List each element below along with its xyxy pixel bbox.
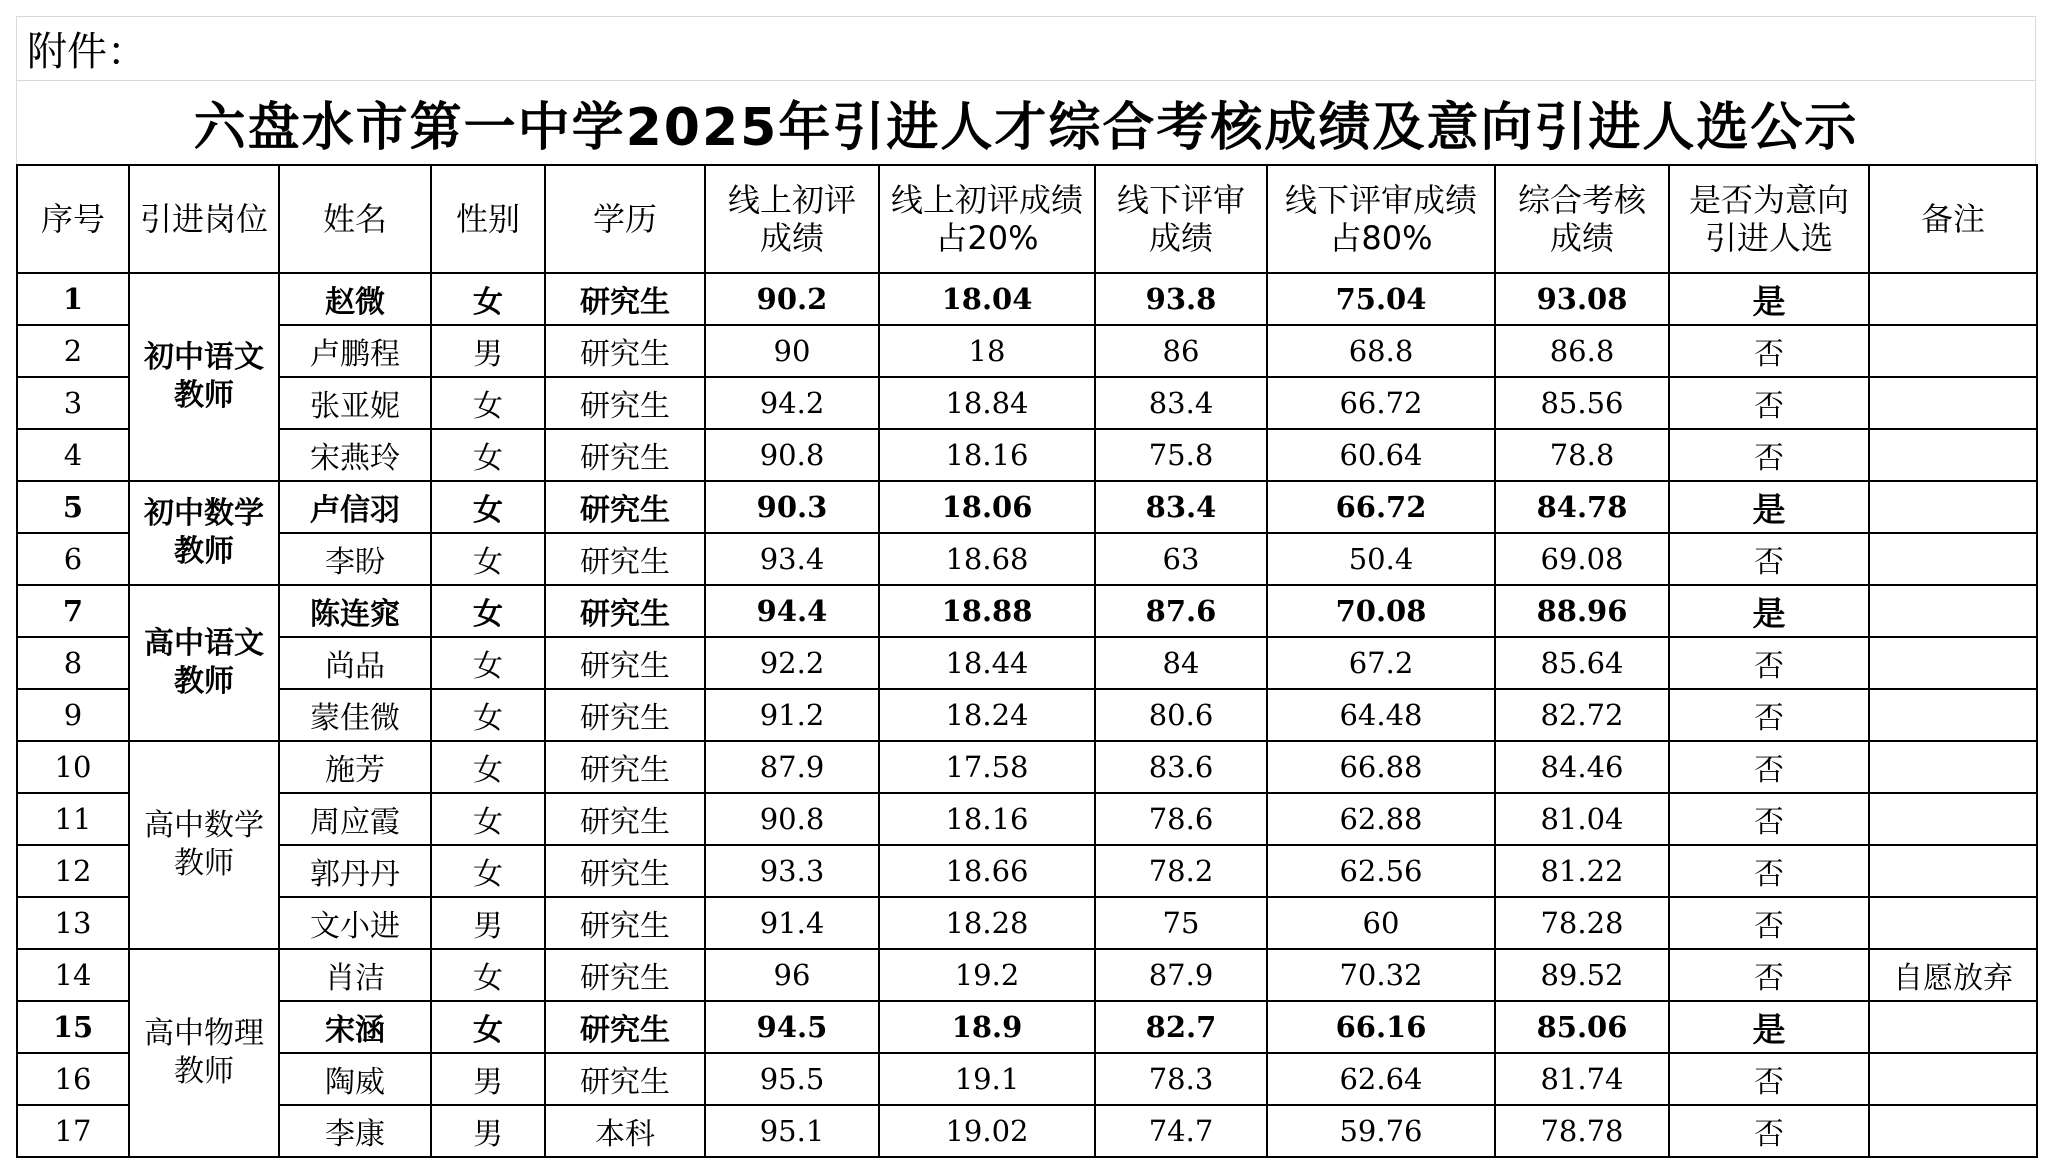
table-body — [17, 273, 2037, 1157]
offline-80pct-cell: 67.2 — [1267, 637, 1495, 689]
selected-flag-cell: 是 — [1669, 585, 1869, 637]
offline-score-cell: 87.6 — [1095, 585, 1267, 637]
row-number-cell: 2 — [17, 325, 129, 377]
offline-score-cell: 86 — [1095, 325, 1267, 377]
note-cell — [1869, 897, 2037, 949]
selected-flag-cell: 否 — [1669, 741, 1869, 793]
total-score-cell: 81.74 — [1495, 1053, 1669, 1105]
offline-80pct-cell: 66.88 — [1267, 741, 1495, 793]
online-score-cell: 94.2 — [705, 377, 879, 429]
col-header-total-score: 综合考核 成绩 — [1495, 165, 1669, 273]
total-score-cell: 78.78 — [1495, 1105, 1669, 1157]
education-cell: 研究生 — [545, 429, 705, 481]
candidate-name-cell: 施芳 — [279, 741, 431, 793]
post-cell: 初中语文 教师 — [129, 273, 279, 481]
offline-80pct-cell: 66.72 — [1267, 481, 1495, 533]
col-header-note: 备注 — [1869, 165, 2037, 273]
education-cell: 研究生 — [545, 1001, 705, 1053]
col-header-no: 序号 — [17, 165, 129, 273]
online-score-cell: 94.4 — [705, 585, 879, 637]
candidate-name-cell: 蒙佳微 — [279, 689, 431, 741]
offline-score-cell: 82.7 — [1095, 1001, 1267, 1053]
gender-cell: 男 — [431, 897, 545, 949]
total-score-cell: 84.46 — [1495, 741, 1669, 793]
selected-flag-cell: 否 — [1669, 429, 1869, 481]
education-cell: 研究生 — [545, 585, 705, 637]
selected-flag-cell: 否 — [1669, 793, 1869, 845]
candidate-name-cell: 卢鹏程 — [279, 325, 431, 377]
offline-80pct-cell: 59.76 — [1267, 1105, 1495, 1157]
offline-80pct-cell: 62.88 — [1267, 793, 1495, 845]
online-20pct-cell: 18.44 — [879, 637, 1095, 689]
education-cell: 研究生 — [545, 377, 705, 429]
col-header-online-20pct: 线上初评成绩 占20% — [879, 165, 1095, 273]
offline-80pct-cell: 68.8 — [1267, 325, 1495, 377]
education-cell: 研究生 — [545, 897, 705, 949]
online-score-cell: 90.8 — [705, 793, 879, 845]
gender-cell: 男 — [431, 1053, 545, 1105]
note-cell — [1869, 689, 2037, 741]
offline-score-cell: 93.8 — [1095, 273, 1267, 325]
note-cell — [1869, 429, 2037, 481]
selected-flag-cell: 否 — [1669, 1105, 1869, 1157]
selected-flag-cell: 否 — [1669, 1053, 1869, 1105]
row-number-cell: 8 — [17, 637, 129, 689]
candidate-name-cell: 肖洁 — [279, 949, 431, 1001]
gender-cell: 男 — [431, 325, 545, 377]
row-number-cell: 5 — [17, 481, 129, 533]
candidate-name-cell: 宋燕玲 — [279, 429, 431, 481]
row-number-cell: 14 — [17, 949, 129, 1001]
total-score-cell: 89.52 — [1495, 949, 1669, 1001]
online-score-cell: 90.2 — [705, 273, 879, 325]
table-row — [17, 429, 2037, 481]
offline-80pct-cell: 70.32 — [1267, 949, 1495, 1001]
gender-cell: 女 — [431, 481, 545, 533]
total-score-cell: 86.8 — [1495, 325, 1669, 377]
online-20pct-cell: 18.68 — [879, 533, 1095, 585]
note-cell — [1869, 481, 2037, 533]
online-20pct-cell: 19.1 — [879, 1053, 1095, 1105]
offline-80pct-cell: 50.4 — [1267, 533, 1495, 585]
gender-cell: 女 — [431, 377, 545, 429]
online-score-cell: 90.3 — [705, 481, 879, 533]
online-20pct-cell: 18.28 — [879, 897, 1095, 949]
row-number-cell: 15 — [17, 1001, 129, 1053]
offline-80pct-cell: 62.56 — [1267, 845, 1495, 897]
online-20pct-cell: 19.2 — [879, 949, 1095, 1001]
education-cell: 研究生 — [545, 741, 705, 793]
education-cell: 研究生 — [545, 481, 705, 533]
online-20pct-cell: 18.24 — [879, 689, 1095, 741]
row-number-cell: 7 — [17, 585, 129, 637]
offline-80pct-cell: 64.48 — [1267, 689, 1495, 741]
selected-flag-cell: 否 — [1669, 377, 1869, 429]
candidate-name-cell: 李康 — [279, 1105, 431, 1157]
table-row — [17, 377, 2037, 429]
offline-80pct-cell: 62.64 — [1267, 1053, 1495, 1105]
candidate-name-cell: 宋涵 — [279, 1001, 431, 1053]
note-cell — [1869, 377, 2037, 429]
note-cell — [1869, 637, 2037, 689]
total-score-cell: 85.56 — [1495, 377, 1669, 429]
candidate-name-cell: 文小进 — [279, 897, 431, 949]
col-header-name: 姓名 — [279, 165, 431, 273]
selected-flag-cell: 是 — [1669, 481, 1869, 533]
offline-80pct-cell: 60 — [1267, 897, 1495, 949]
gender-cell: 女 — [431, 845, 545, 897]
gender-cell: 女 — [431, 273, 545, 325]
row-number-cell: 9 — [17, 689, 129, 741]
gender-cell: 女 — [431, 585, 545, 637]
offline-score-cell: 83.4 — [1095, 481, 1267, 533]
table-row — [17, 325, 2037, 377]
offline-score-cell: 83.4 — [1095, 377, 1267, 429]
education-cell: 研究生 — [545, 845, 705, 897]
online-score-cell: 95.5 — [705, 1053, 879, 1105]
total-score-cell: 81.04 — [1495, 793, 1669, 845]
table-row — [17, 273, 2037, 325]
selected-flag-cell: 否 — [1669, 949, 1869, 1001]
total-score-cell: 84.78 — [1495, 481, 1669, 533]
education-cell: 研究生 — [545, 637, 705, 689]
offline-score-cell: 83.6 — [1095, 741, 1267, 793]
education-cell: 研究生 — [545, 1053, 705, 1105]
gender-cell: 男 — [431, 1105, 545, 1157]
candidate-name-cell: 李盼 — [279, 533, 431, 585]
offline-80pct-cell: 66.72 — [1267, 377, 1495, 429]
note-cell — [1869, 1001, 2037, 1053]
total-score-cell: 85.64 — [1495, 637, 1669, 689]
online-score-cell: 91.2 — [705, 689, 879, 741]
total-score-cell: 78.8 — [1495, 429, 1669, 481]
gender-cell: 女 — [431, 689, 545, 741]
candidate-name-cell: 陈连窕 — [279, 585, 431, 637]
offline-score-cell: 87.9 — [1095, 949, 1267, 1001]
offline-score-cell: 78.6 — [1095, 793, 1267, 845]
note-cell — [1869, 845, 2037, 897]
table-row — [17, 1105, 2037, 1157]
table-row — [17, 741, 2037, 793]
note-cell — [1869, 585, 2037, 637]
col-header-gender: 性别 — [431, 165, 545, 273]
online-20pct-cell: 18.66 — [879, 845, 1095, 897]
education-cell: 研究生 — [545, 273, 705, 325]
gender-cell: 女 — [431, 429, 545, 481]
note-cell — [1869, 1105, 2037, 1157]
row-number-cell: 10 — [17, 741, 129, 793]
online-20pct-cell: 19.02 — [879, 1105, 1095, 1157]
offline-80pct-cell: 66.16 — [1267, 1001, 1495, 1053]
online-score-cell: 91.4 — [705, 897, 879, 949]
offline-score-cell: 78.3 — [1095, 1053, 1267, 1105]
gender-cell: 女 — [431, 533, 545, 585]
online-20pct-cell: 18.88 — [879, 585, 1095, 637]
table-row — [17, 533, 2037, 585]
online-score-cell: 87.9 — [705, 741, 879, 793]
online-score-cell: 90 — [705, 325, 879, 377]
row-number-cell: 11 — [17, 793, 129, 845]
education-cell: 本科 — [545, 1105, 705, 1157]
table-row — [17, 689, 2037, 741]
online-20pct-cell: 17.58 — [879, 741, 1095, 793]
row-number-cell: 3 — [17, 377, 129, 429]
results-table — [16, 164, 2038, 1158]
offline-score-cell: 78.2 — [1095, 845, 1267, 897]
col-header-education: 学历 — [545, 165, 705, 273]
total-score-cell: 85.06 — [1495, 1001, 1669, 1053]
post-cell: 高中语文 教师 — [129, 585, 279, 741]
online-score-cell: 90.8 — [705, 429, 879, 481]
col-header-selected: 是否为意向 引进人选 — [1669, 165, 1869, 273]
note-cell — [1869, 1053, 2037, 1105]
table-row — [17, 949, 2037, 1001]
offline-score-cell: 80.6 — [1095, 689, 1267, 741]
offline-score-cell: 75 — [1095, 897, 1267, 949]
offline-80pct-cell: 60.64 — [1267, 429, 1495, 481]
table-header-row — [17, 165, 2037, 273]
selected-flag-cell: 否 — [1669, 533, 1869, 585]
online-20pct-cell: 18.9 — [879, 1001, 1095, 1053]
table-row — [17, 637, 2037, 689]
candidate-name-cell: 郭丹丹 — [279, 845, 431, 897]
gender-cell: 女 — [431, 949, 545, 1001]
post-cell: 高中物理 教师 — [129, 949, 279, 1157]
total-score-cell: 78.28 — [1495, 897, 1669, 949]
post-cell: 初中数学 教师 — [129, 481, 279, 585]
selected-flag-cell: 否 — [1669, 325, 1869, 377]
row-number-cell: 1 — [17, 273, 129, 325]
gender-cell: 女 — [431, 637, 545, 689]
table-row — [17, 1001, 2037, 1053]
document-sheet — [16, 16, 2036, 1158]
offline-score-cell: 63 — [1095, 533, 1267, 585]
selected-flag-cell: 是 — [1669, 1001, 1869, 1053]
online-score-cell: 96 — [705, 949, 879, 1001]
col-header-offline-score: 线下评审 成绩 — [1095, 165, 1267, 273]
row-number-cell: 4 — [17, 429, 129, 481]
row-number-cell: 13 — [17, 897, 129, 949]
online-score-cell: 93.4 — [705, 533, 879, 585]
row-number-cell: 16 — [17, 1053, 129, 1105]
selected-flag-cell: 是 — [1669, 273, 1869, 325]
selected-flag-cell: 否 — [1669, 689, 1869, 741]
selected-flag-cell: 否 — [1669, 845, 1869, 897]
note-cell — [1869, 741, 2037, 793]
candidate-name-cell: 赵微 — [279, 273, 431, 325]
education-cell: 研究生 — [545, 325, 705, 377]
table-row — [17, 897, 2037, 949]
row-number-cell: 17 — [17, 1105, 129, 1157]
total-score-cell: 88.96 — [1495, 585, 1669, 637]
total-score-cell: 69.08 — [1495, 533, 1669, 585]
total-score-cell: 82.72 — [1495, 689, 1669, 741]
gender-cell: 女 — [431, 1001, 545, 1053]
row-number-cell: 6 — [17, 533, 129, 585]
online-20pct-cell: 18.04 — [879, 273, 1095, 325]
col-header-offline-80pct: 线下评审成绩 占80% — [1267, 165, 1495, 273]
candidate-name-cell: 尚品 — [279, 637, 431, 689]
online-score-cell: 93.3 — [705, 845, 879, 897]
education-cell: 研究生 — [545, 533, 705, 585]
candidate-name-cell: 张亚妮 — [279, 377, 431, 429]
offline-score-cell: 75.8 — [1095, 429, 1267, 481]
education-cell: 研究生 — [545, 793, 705, 845]
total-score-cell: 93.08 — [1495, 273, 1669, 325]
table-row — [17, 845, 2037, 897]
gender-cell: 女 — [431, 793, 545, 845]
online-20pct-cell: 18.84 — [879, 377, 1095, 429]
candidate-name-cell: 卢信羽 — [279, 481, 431, 533]
online-20pct-cell: 18.16 — [879, 429, 1095, 481]
selected-flag-cell: 否 — [1669, 897, 1869, 949]
offline-score-cell: 74.7 — [1095, 1105, 1267, 1157]
attachment-label: 附件： — [16, 16, 2036, 80]
total-score-cell: 81.22 — [1495, 845, 1669, 897]
post-cell: 高中数学 教师 — [129, 741, 279, 949]
col-header-online-score: 线上初评 成绩 — [705, 165, 879, 273]
online-20pct-cell: 18.16 — [879, 793, 1095, 845]
gender-cell: 女 — [431, 741, 545, 793]
education-cell: 研究生 — [545, 689, 705, 741]
online-20pct-cell: 18 — [879, 325, 1095, 377]
table-row — [17, 585, 2037, 637]
table-row — [17, 1053, 2037, 1105]
row-number-cell: 12 — [17, 845, 129, 897]
online-20pct-cell: 18.06 — [879, 481, 1095, 533]
note-cell — [1869, 793, 2037, 845]
table-row — [17, 481, 2037, 533]
candidate-name-cell: 周应霞 — [279, 793, 431, 845]
offline-80pct-cell: 70.08 — [1267, 585, 1495, 637]
selected-flag-cell: 否 — [1669, 637, 1869, 689]
col-header-post: 引进岗位 — [129, 165, 279, 273]
table-row — [17, 793, 2037, 845]
note-cell — [1869, 533, 2037, 585]
online-score-cell: 94.5 — [705, 1001, 879, 1053]
offline-score-cell: 84 — [1095, 637, 1267, 689]
note-cell: 自愿放弃 — [1869, 949, 2037, 1001]
education-cell: 研究生 — [545, 949, 705, 1001]
note-cell — [1869, 273, 2037, 325]
online-score-cell: 92.2 — [705, 637, 879, 689]
candidate-name-cell: 陶威 — [279, 1053, 431, 1105]
online-score-cell: 95.1 — [705, 1105, 879, 1157]
offline-80pct-cell: 75.04 — [1267, 273, 1495, 325]
page-title: 六盘水市第一中学2025年引进人才综合考核成绩及意向引进人选公示 — [16, 80, 2036, 164]
note-cell — [1869, 325, 2037, 377]
